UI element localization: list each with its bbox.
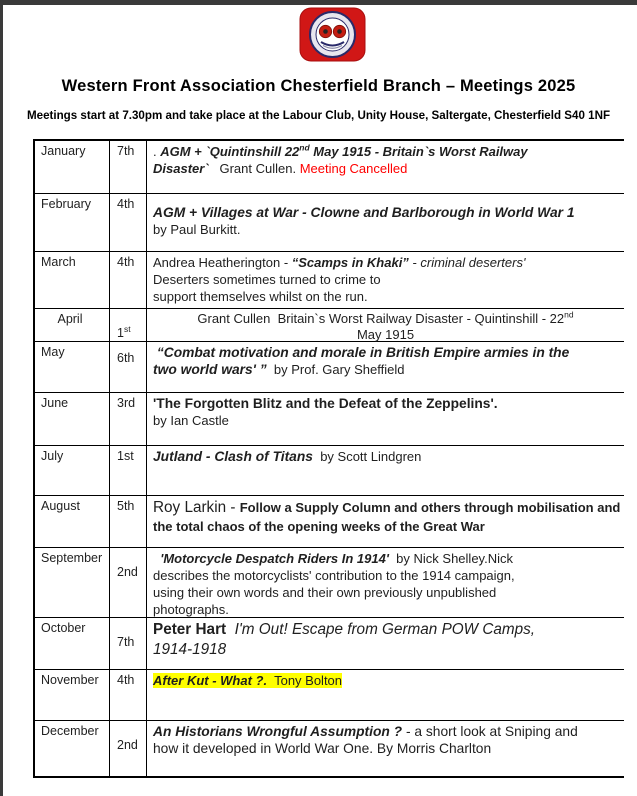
- meetings-table: [33, 139, 624, 778]
- description-text: Jutland - Clash of Titans: [153, 449, 313, 464]
- description-text: 1: [117, 326, 124, 340]
- description-text: Grant Cullen.: [208, 161, 300, 176]
- description-line: [153, 584, 624, 601]
- description-line: [153, 672, 624, 689]
- date-cell: [110, 393, 147, 445]
- page-title: Western Front Association Chesterfield Branch – Meetings 2025: [61, 77, 576, 95]
- month-cell: May: [35, 342, 110, 392]
- description-text: AGM + Villages at War - Clowne and Barlborough in World War 1: [153, 205, 575, 220]
- description-cell: [147, 721, 624, 776]
- date-cell: [110, 141, 147, 193]
- description-text: by Ian Castle: [153, 413, 229, 428]
- description-line: [153, 221, 624, 238]
- description-text: Follow a Supply Column and others through mobilisation and: [239, 500, 621, 515]
- description-text: Tony Bolton: [267, 673, 343, 688]
- month-cell: March: [35, 252, 110, 308]
- date-cell: [110, 342, 147, 392]
- description-text: An Historians Wrongful Assumption ?: [153, 724, 403, 739]
- table-row: [35, 141, 624, 194]
- description-line: [153, 204, 624, 221]
- date-cell: [110, 670, 147, 720]
- date-cell: [110, 721, 147, 776]
- description-text: [226, 621, 235, 638]
- description-text: 2nd: [117, 565, 138, 579]
- description-line: [153, 288, 624, 305]
- description-text: by Scott Lindgren: [312, 449, 422, 464]
- description-text: 7th: [117, 635, 135, 649]
- date-cell: [110, 618, 147, 669]
- description-text: Grant Cullen Britain`s Worst Railway Disaster - Quintinshill - 22: [197, 311, 565, 326]
- description-text: 'The Forgotten Blitz and the Defeat of the Zeppelins'.: [153, 396, 498, 411]
- description-text: AGM + `Quintinshill 22: [160, 144, 300, 159]
- description-line: [153, 620, 624, 640]
- description-text: “Scamps in Khaki”: [291, 255, 409, 270]
- description-line: [153, 160, 624, 177]
- description-text: After Kut - What ?.: [153, 673, 268, 688]
- viewer-top-strip: [0, 0, 637, 5]
- description-cell: [147, 446, 624, 495]
- description-text: how it developed in World War One. By Morris Charlton: [153, 741, 492, 756]
- description-text: Roy Larkin -: [153, 499, 240, 516]
- description-line: [153, 723, 624, 740]
- description-text: 1914-1918: [153, 641, 227, 658]
- month-cell: February: [35, 194, 110, 251]
- description-text: 5th: [117, 499, 135, 513]
- description-line: [147, 311, 624, 327]
- description-text: I'm Out! Escape from German POW Camps,: [234, 621, 536, 638]
- table-row: [35, 342, 624, 393]
- description-text: nd: [299, 142, 310, 153]
- description-cell: [147, 618, 624, 669]
- description-text: “Combat motivation and morale in British Empire armies in the: [153, 345, 570, 360]
- description-text: 7th: [117, 144, 135, 158]
- description-cell: [147, 393, 624, 445]
- date-cell: [110, 446, 147, 495]
- description-line: [153, 143, 624, 160]
- table-row: [35, 548, 624, 618]
- month-cell: October: [35, 618, 110, 669]
- description-cell: [147, 141, 624, 193]
- month-cell: August: [35, 496, 110, 547]
- description-text: using their own words and their own previously unpublished: [153, 585, 497, 600]
- description-text: 3rd: [117, 396, 136, 410]
- month-cell: January: [35, 141, 110, 193]
- table-row: [35, 194, 624, 252]
- description-text: May 1915: [356, 327, 415, 342]
- description-text: the total chaos of the opening weeks of the Great War: [153, 519, 485, 534]
- table-row: [35, 721, 624, 776]
- description-text: 6th: [117, 351, 135, 365]
- description-text: two world wars' ”: [153, 362, 267, 377]
- description-text: Disaster`: [153, 161, 209, 176]
- cancelled-text: Meeting Cancelled: [299, 161, 408, 176]
- table-row: [35, 393, 624, 446]
- description-cell: [147, 194, 624, 251]
- description-text: by Nick Shelley.Nick: [388, 551, 513, 566]
- description-line: [153, 601, 624, 618]
- date-cell: [110, 548, 147, 617]
- description-line: [153, 344, 624, 361]
- description-text: 2nd: [117, 738, 138, 752]
- page-subtitle: Meetings start at 7.30pm and take place at the Labour Club, Unity House, Saltergate, Chesterfield S40 1NF: [26, 109, 611, 122]
- description-text: nd: [564, 309, 574, 320]
- description-line: [153, 550, 624, 567]
- month-cell: September: [35, 548, 110, 617]
- month-cell: April: [35, 309, 110, 341]
- month-cell: December: [35, 721, 110, 776]
- description-text: - criminal deserters': [408, 255, 526, 270]
- description-line: [147, 327, 624, 343]
- description-line: [153, 271, 624, 288]
- description-line: [153, 254, 624, 271]
- description-line: [153, 518, 624, 535]
- wfa-poppy-badge-icon: [299, 7, 366, 62]
- date-cell: [110, 194, 147, 251]
- description-text: by Prof. Gary Sheffield: [266, 362, 405, 377]
- description-text: Peter Hart: [153, 621, 227, 638]
- table-row: [35, 496, 624, 548]
- table-row: [35, 252, 624, 309]
- date-cell: [110, 496, 147, 547]
- description-text: Deserters sometimes turned to crime to: [153, 272, 381, 287]
- description-text: 4th: [117, 255, 135, 269]
- month-cell: November: [35, 670, 110, 720]
- description-text: 1st: [117, 449, 134, 463]
- date-cell: [110, 309, 147, 341]
- description-text: 4th: [117, 673, 135, 687]
- month-cell: June: [35, 393, 110, 445]
- table-row: [35, 309, 624, 342]
- description-cell: [147, 252, 624, 308]
- description-line: [153, 361, 624, 378]
- description-text: May 1915 - Britain`s Worst Railway: [309, 144, 528, 159]
- description-cell: [147, 670, 624, 720]
- description-text: describes the motorcyclists' contribution to the 1914 campaign,: [153, 568, 515, 583]
- table-row: [35, 446, 624, 496]
- description-text: 4th: [117, 197, 135, 211]
- description-text: Andrea Heatherington -: [153, 255, 292, 270]
- description-line: [153, 395, 624, 412]
- description-text: support themselves whilst on the run.: [153, 289, 368, 304]
- description-line: [153, 498, 624, 518]
- description-text: by Paul Burkitt.: [153, 222, 241, 237]
- description-text: .: [153, 144, 161, 159]
- description-cell: [147, 496, 624, 547]
- month-cell: July: [35, 446, 110, 495]
- table-row: [35, 618, 624, 670]
- description-text: st: [123, 323, 131, 334]
- description-text: - a short look at Sniping and: [402, 724, 578, 739]
- description-line: [153, 640, 624, 660]
- description-line: [153, 567, 624, 584]
- description-cell: [147, 309, 624, 341]
- date-cell: [110, 252, 147, 308]
- description-cell: [147, 548, 624, 617]
- description-cell: [147, 342, 624, 392]
- table-row: [35, 670, 624, 721]
- description-text: photographs.: [153, 602, 229, 617]
- description-line: [153, 740, 624, 757]
- description-line: [153, 448, 624, 465]
- description-line: [153, 412, 624, 429]
- description-text: 'Motorcycle Despatch Riders In 1914': [160, 551, 389, 566]
